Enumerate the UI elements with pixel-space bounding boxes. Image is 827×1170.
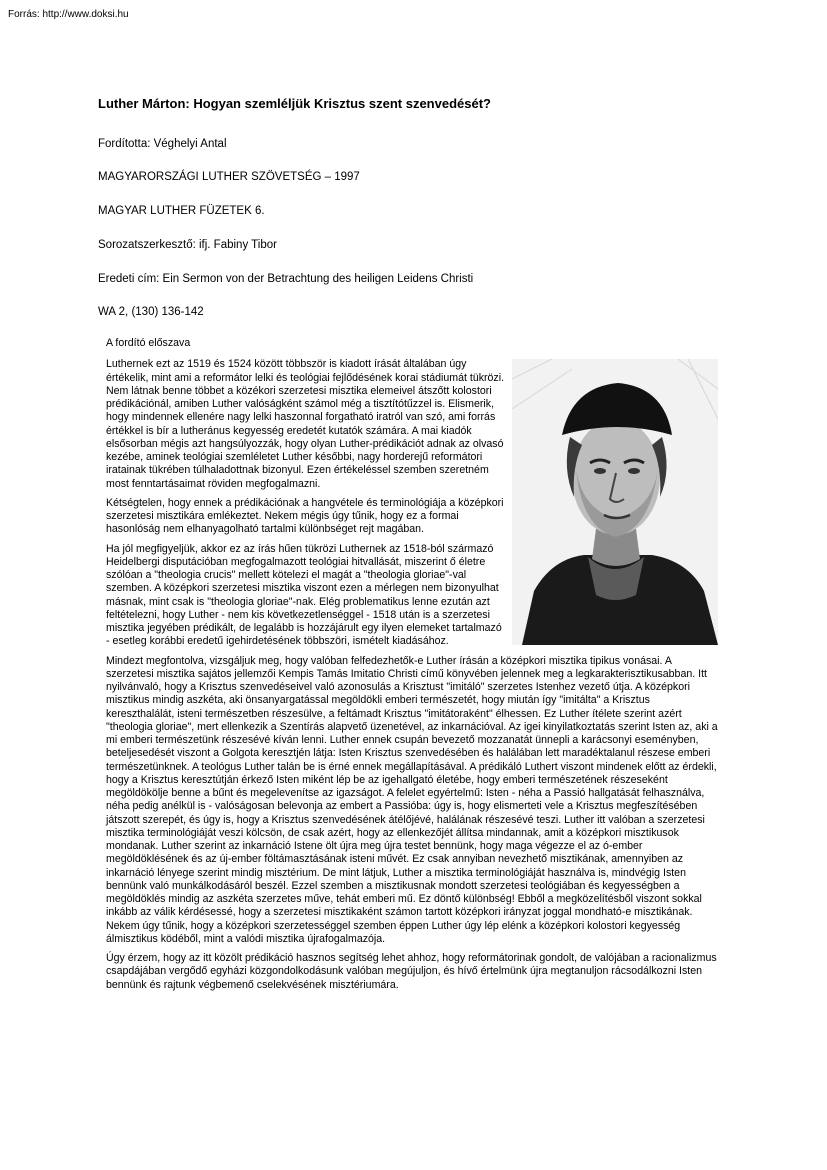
translator-line: Fordította: Véghelyi Antal bbox=[98, 138, 227, 150]
editor-line: Sorozatszerkesztő: ifj. Fabiny Tibor bbox=[98, 239, 277, 251]
original-title-line: Eredeti cím: Ein Sermon von der Betrachtung des heiligen Leidens Christi bbox=[98, 273, 474, 285]
preface-paragraph: Ha jól megfigyeljük, akkor ez az írás hűen tükrözi Luthernek az 1518-ból származó Heidelbergi disputációban megfogalmazott teológiai hitvallását, miszerint ő életre szólóan a "theologia crucis" mellett kötelezi el magát a "theologia gloriae"-val szemben. A középkori szerzetesi misztika viszont ezen a mérlegen nem bizonyulhat másnak, mint csak is "theologia gloriae"-nak. Elég problematikus lenne ezután azt feltételezni, hogy Luther - nem kis következetlenséggel - 1518 után is a szerzetesi misztika jegyében prédikált, de legalább is hozzájárult egy ilyen elemeket tartalmazó - esetleg korábbi eredetű igehirdetésének többszöri, ismételt kiadásához. bbox=[106, 542, 502, 648]
document-title: Luther Márton: Hogyan szemléljük Krisztus szent szenvedését? bbox=[98, 96, 491, 111]
portrait-engraving-icon bbox=[512, 359, 718, 645]
preface-paragraph: Luthernek ezt az 1519 és 1524 között többször is kiadott írását általában úgy értékelik, mint ami a reformátor lelki és teológiai fejlődésének korai stádiumát tükrözi. Nem látnak benne többet a közékori szerzetesi misztika elemeivel átszőtt kolostori prédikációnál, amiben Luther valóságként számol még a tisztítótűzzel is. Elismerik, hogy mindennek ellenére nagy lelki haszonnal forgatható iratról van szó, ami forrás értékkel is bír a lutheránus kegyesség eredetét kutatók számára. A mai kiadók elsősorban mégis azt hangsúlyozzák, hogy olyan Luther-prédikációt adnak az olvasó kezébe, aminek teológiai szemléletet Luther későbbi, nagy horderejű reformátori iratainak tükrében túlhaladottnak bizonyul. Ezen értékeléssel szemben szeretném most fenntartásaimat röviden megfogalmazni. bbox=[106, 358, 505, 490]
preface-paragraph: Mindezt megfontolva, vizsgáljuk meg, hogy valóban felfedezhetők-e Luther írásán a középkori misztika tipikus vonásai. A szerzetesi misztika sajátos jellemzői Kempis Tamás Imitatio Christi című könyvében jelennek meg a legkarakterisztikusabban. Itt nyilvánvaló, hogy a Krisztus szenvedéseivel való azonosulás a Krisztust "imitáló" szerzetes Istenhez vezető útja. A középkori misztikus mindig aszkéta, aki önsanyargatással megöldökli emberi természetét, hogy miután így "imitálta" a Krisztus kereszthalálát, isteni természetben részesülve, a feltámadt Krisztus "imitátoraként" élhessen. Ez Luther ítélete szerint azért "theologia gloriae", mert ellenkezik a Szentírás alapvető üzenetével, az inkarnációval. Az igei kinyilatkoztatás szerint Isten az, aki a mi emberi természetünk részesévé kíván lenni. Luther ennek csupán bevezető mozzanatát ünnepli a karácsonyi eseményben, beteljesedését viszont a Golgota keresztjén látja: Isten Krisztus szenvedésében és halálában lett maradéktalanul részese emberi természetünknek. A teológus Luther talán be is érné ennek megállapításával. A prédikáló Luthert viszont mindenek előtt az érdekli, hogy a Krisztus keresztútján érkező Isten miként lép be az igehallgató életébe, hogy emberi természetének részeseként megöldökölje benne a bűnt és megelevenítse az igazságot. A felelet egyértelmű: Isten - néha a Passió hallgatását felhasználva, néha pedig anélkül is - valóságosan belevonja az embert a Passióba: úgy is, hogy elismerteti vele a Krisztus megfeszítésében játszott szerepét, és úgy is, hogy a Krisztus szenvedésének átélőjévé, halálának részesévé teszi. Luther itt valóban a szerzetesi misztika terminológiáját veszi kölcsön, de csak azért, hogy az ellenkezőjét állítsa mindannak, amit a középkori misztikusok mondanak. Luther szerint az inkarnáció Istene ölt újra meg újra testet bennünk, hogy maga végezze el az ó-ember megöldöklésének és az új-ember föltámasztásának isteni művét. Ez csak annyiban nevezhető misztikának, amennyiben az inkarnáció lényege szerint mindig misztérium. De mint látjuk, Luther a misztika terminológiáját használva is, mindvégig Isten bennünk való munkálkodásáról beszél. Ezzel szemben a misztikusnak mondott szerzetesi teológiában és kegyességben a megöldöklés mindig az aszkéta szerzetes műve, tehát emberi mű. Ez döntő különbség! Ebből a megközelítésből viszont sokkal inkább az válik kérdésessé, hogy a szerzetesi misztikaként számon tartott középkori irányzat joggal mondható-e misztikának. Nekem úgy tűnik, hogy a középkori szerzetességgel szemben éppen Luther úgy lép elénk a középkori kolostori kegyesség álmisztikus ködéből, mint a valódi misztika újrafogalmazója. bbox=[106, 654, 718, 945]
luther-portrait bbox=[512, 359, 718, 645]
wa-reference-line: WA 2, (130) 136-142 bbox=[98, 306, 204, 318]
preface-heading: A fordító előszava bbox=[106, 337, 191, 349]
publisher-line: MAGYARORSZÁGI LUTHER SZÖVETSÉG – 1997 bbox=[98, 171, 360, 183]
preface-paragraph: Kétségtelen, hogy ennek a prédikációnak a hangvétele és terminológiája a középkori szerzetesi misztikára emlékeztet. Nekem mégis úgy tűnik, hogy ez a formai hasonlóság nem elhanyagolható tartalmi különbséget rejt magában. bbox=[106, 496, 504, 536]
series-line: MAGYAR LUTHER FÜZETEK 6. bbox=[98, 205, 265, 217]
preface-paragraph: Úgy érzem, hogy az itt közölt prédikáció hasznos segítség lehet ahhoz, hogy reformátorinak gondolt, de valójában a racionalizmus csapdájában vergődő egyházi közgondolkodásunk valóban megújuljon, és hívő értelmünk újra megtanuljon rácsodálkozni Isten bennünk és rajtunk végbemenő cselekvésének misztériumára. bbox=[106, 952, 717, 991]
preface-section bbox=[106, 337, 718, 998]
source-url: Forrás: http://www.doksi.hu bbox=[8, 9, 129, 20]
